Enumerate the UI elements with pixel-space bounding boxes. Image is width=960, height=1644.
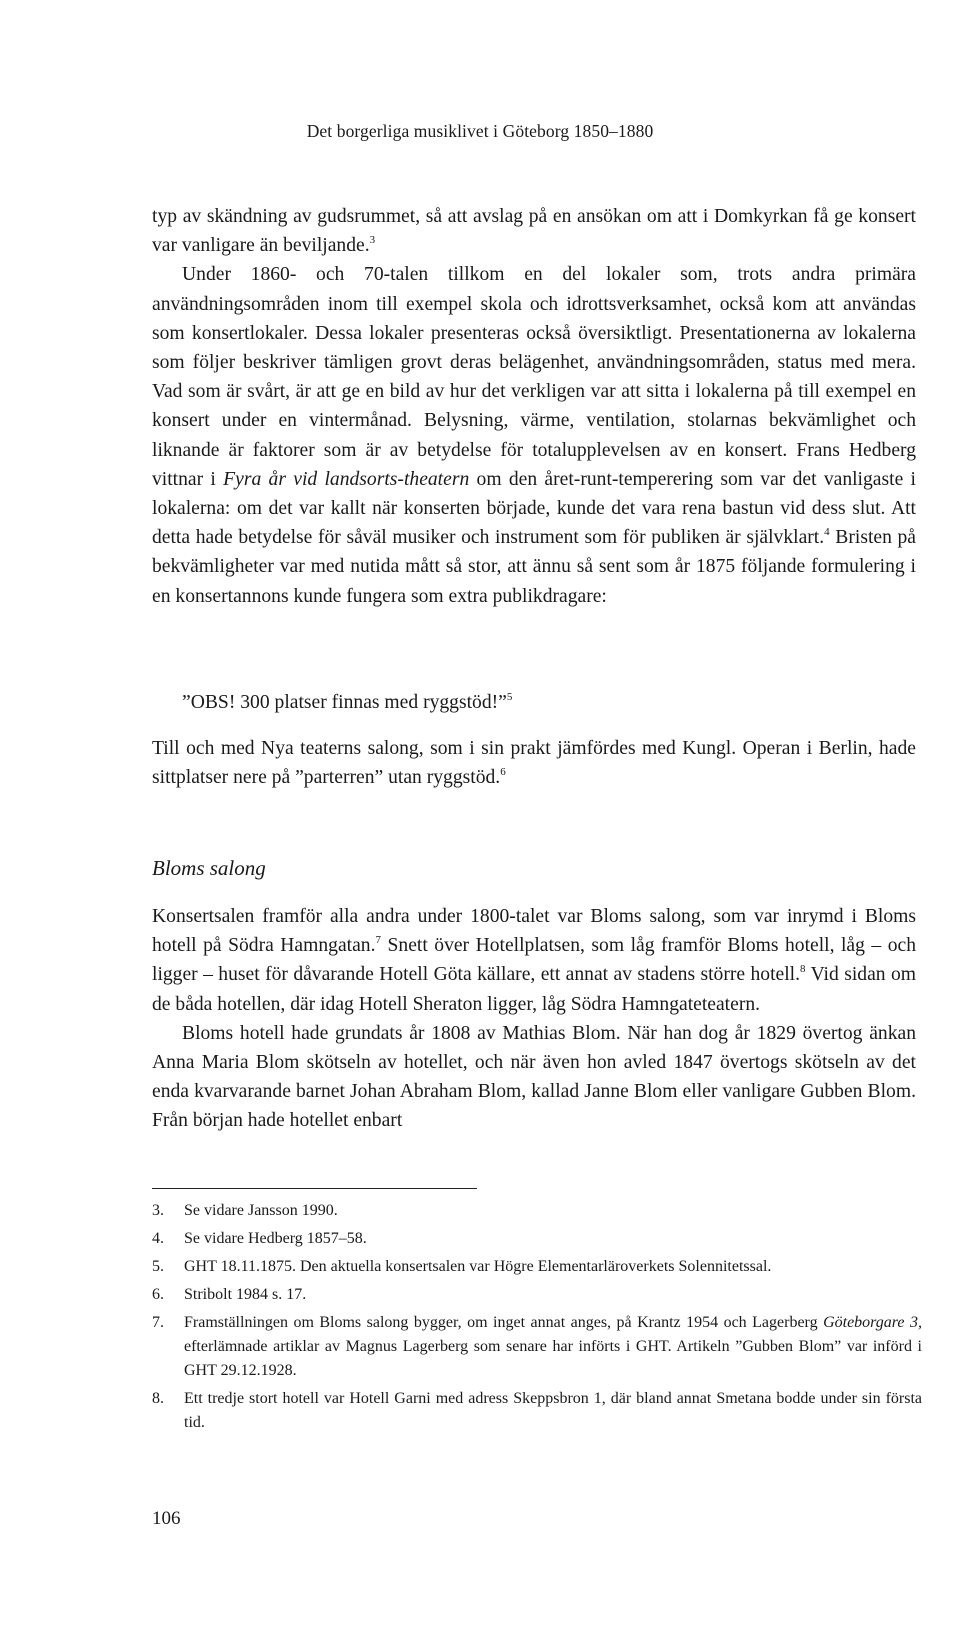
footnote-ref[interactable]: 8: [800, 963, 806, 976]
footnote-text: Ett tredje stort hotell var Hotell Garni med adress Skeppsbron 1, där bland annat Smetana bodde under sin första tid.: [184, 1390, 922, 1431]
footnote-text: Se vidare Jansson 1990.: [184, 1202, 338, 1219]
paragraph: Konsertsalen framför alla andra under 1800-talet var Bloms salong, som var inrymd i Bloms hotell på Södra Hamngatan.$^7$ Snett över Hotellplatsen, som låg framför Bloms hotell, låg – och ligger – huset för dåvarande Hotell Göta källare, ett annat av stadens större hotell.$^8$ Vid sidan om de båda hotellen, där idag Hotell Sheraton ligger, låg Södra Hamngateteatern.: [152, 906, 916, 1015]
footnote: [152, 1283, 922, 1307]
footnote-text: Framställningen om Bloms salong bygger, om inget annat anges, på Krantz 1954 och Lagerberg Göteborgare 3, efterlämnade artiklar av Magnus Lagerberg som senare har införts i GHT. Artikeln ”Gubben Blom” var införd i GHT 29.12.1928.: [184, 1314, 923, 1379]
footnote-ref[interactable]: 6: [500, 766, 506, 779]
footnotes: [152, 1199, 922, 1439]
footnote: [152, 1311, 922, 1383]
body-block-3: [152, 902, 916, 1136]
footnote-number: 6.: [152, 1286, 164, 1303]
footnote-number: 3.: [152, 1202, 164, 1219]
footnote-text: Stribolt 1984 s. 17.: [184, 1286, 307, 1303]
page-number: 106: [152, 1508, 181, 1529]
body-block-1: [152, 202, 916, 611]
footnote-divider: [152, 1188, 477, 1189]
running-head: Det borgerliga musiklivet i Göteborg 1850–1880: [306, 121, 654, 141]
body-block-2: [152, 734, 916, 792]
footnote-ref[interactable]: 5: [506, 691, 513, 703]
footnote-ref[interactable]: 4: [824, 526, 830, 539]
paragraph: typ av skändning av gudsrummet, så att avslag på en ansökan om att i Domkyrkan få ge konsert var vanligare än beviljande.$^3$: [152, 206, 916, 257]
footnote-text: Se vidare Hedberg 1857–58.: [184, 1230, 367, 1247]
paragraph: Till och med Nya teaterns salong, som i sin prakt jämfördes med Kungl. Operan i Berlin, hade sittplatser nere på ”parterren” utan ryggstöd.$^6$: [152, 738, 916, 789]
paragraph: Under 1860- och 70-talen tillkom en del lokaler som, trots andra primära användningsområden inom till exempel skola och idrottsverksamhet, också kom att användas som konsertlokaler. Dessa lokaler presenteras också översiktligt. Presentationerna av lokalerna som följer beskriver tämligen grovt deras belägenhet, användningsområden, status med mera. Vad som är svårt, är att ge en bild av hur det verkligen var att sitta i lokalerna på till exempel en konsert under en vintermånad. Belysning, värme, ventilation, stolarnas bekvämlighet och liknande är faktorer som är av betydelse för totalupplevelsen av en konsert. Frans Hedberg vittnar i Fyra år vid landsorts-theatern om den året-runt-temperering som var det vanligaste i lokalerna: om det var kallt när konserten började, kunde det vara rena bastun vid dess slut. Att detta hade betydelse för såväl musiker och instrument som för publiken är självklart.$^4$ Bristen på bekvämligheter var med nutida mått så stor, att ännu så sent som år 1875 följande formulering i en konsertannons kunde fungera som extra publikdragare:: [152, 264, 917, 607]
footnote: [152, 1387, 922, 1435]
section-heading: Bloms salong: [152, 856, 266, 880]
footnote-text: GHT 18.11.1875. Den aktuella konsertsalen var Högre Elementarläroverkets Solennitetssal.: [184, 1258, 772, 1275]
footnote: [152, 1199, 922, 1223]
footnote-number: 5.: [152, 1258, 164, 1275]
paragraph: Bloms hotell hade grundats år 1808 av Mathias Blom. När han dog år 1829 övertog änkan Anna Maria Blom skötseln av hotellet, och när även hon avled 1847 övertogs skötseln av det enda kvarvarande barnet Johan Abraham Blom, kallad Janne Blom eller vanligare Gubben Blom. Från början hade hotellet enbart: [152, 1022, 916, 1132]
footnote-ref[interactable]: 7: [375, 934, 382, 947]
block-quote: ”OBS! 300 platser finnas med ryggstöd!”$^5$: [182, 691, 513, 713]
footnote-number: 8.: [152, 1390, 164, 1407]
footnote: [152, 1255, 922, 1279]
footnote-ref[interactable]: 3: [369, 234, 376, 247]
footnote: [152, 1227, 922, 1251]
book-title: Göteborgare 3,: [823, 1314, 923, 1331]
footnote-number: 4.: [152, 1230, 164, 1247]
book-title: Fyra år vid landsorts-theatern: [223, 468, 470, 490]
footnote-number: 7.: [152, 1314, 164, 1331]
